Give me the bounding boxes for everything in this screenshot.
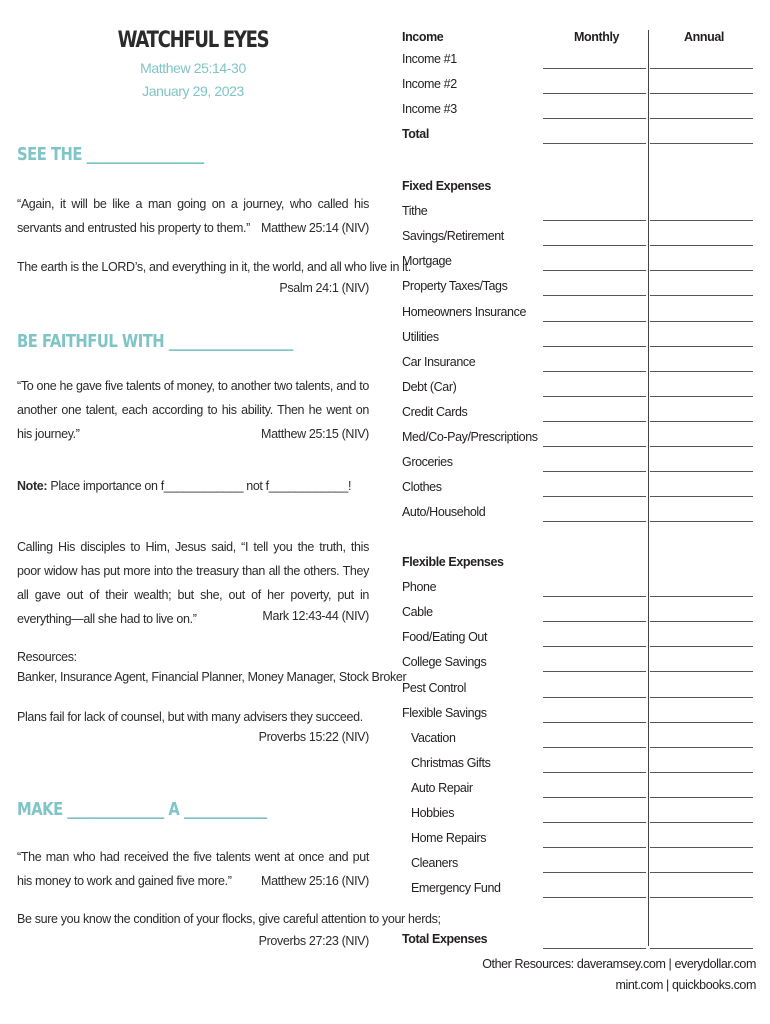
annual-entry-line[interactable] <box>650 245 753 246</box>
annual-entry-line[interactable] <box>650 772 753 773</box>
annual-entry-line[interactable] <box>650 822 753 823</box>
monthly-entry-line[interactable] <box>543 295 646 296</box>
monthly-entry-line[interactable] <box>543 872 646 873</box>
sermon-date: January 29, 2023 <box>142 83 244 99</box>
scripture-reference: Matthew 25:14-30 <box>140 60 246 76</box>
annual-entry-line[interactable] <box>650 697 753 698</box>
annual-entry-line[interactable] <box>650 68 753 69</box>
quote-text: “Again, it will be like a man going on a journey, who called his servants and entrusted his property to them.” <box>17 197 369 235</box>
column-divider <box>648 30 649 946</box>
monthly-entry-line[interactable] <box>543 646 646 647</box>
other-resources: Other Resources: daveramsey.com | everydollar.com <box>482 957 756 971</box>
quote-ref: Matthew 25:15 (NIV) <box>261 427 369 441</box>
section-heading-make: MAKE ______________ A ____________ <box>17 799 267 820</box>
monthly-entry-line[interactable] <box>543 747 646 748</box>
fixed-expense-row: Car Insurance <box>402 354 476 369</box>
monthly-entry-line[interactable] <box>543 897 646 898</box>
flexible-expense-row: College Savings <box>402 655 487 670</box>
monthly-entry-line[interactable] <box>543 220 646 221</box>
quote-text: “To one he gave five talents of money, to another two talents, and to another one talent, each according to his ability. Then he went on his journey.” <box>17 379 369 441</box>
annual-entry-line[interactable] <box>650 722 753 723</box>
total-expenses-row: Total Expenses <box>402 932 488 946</box>
section-heading-faithful: BE FAITHFUL WITH __________________ <box>17 331 293 352</box>
fixed-expenses-heading: Fixed Expenses <box>402 179 491 193</box>
fixed-expense-row: Savings/Retirement <box>402 229 504 244</box>
annual-entry-line[interactable] <box>650 671 753 672</box>
note-text: Place importance on f____________ not f____________! <box>47 479 352 493</box>
quote-proverbs-27-23: Be sure you know the condition of your flocks, give careful attention to your herds; <box>17 912 441 926</box>
quote-proverbs-15-22: Plans fail for lack of counsel, but with many advisers they succeed. <box>17 710 363 724</box>
monthly-entry-line[interactable] <box>543 797 646 798</box>
monthly-entry-line[interactable] <box>543 847 646 848</box>
fixed-expense-row: Debt (Car) <box>402 379 457 394</box>
monthly-entry-line[interactable] <box>543 396 646 397</box>
annual-entry-line[interactable] <box>650 371 753 372</box>
fixed-expense-row: Mortgage <box>402 254 452 269</box>
quote-text: Calling His disciples to Him, Jesus said, “I tell you the truth, this poor widow has put more into the treasury than all the others. They all gave out of their wealth; but she, out of her poverty, put in everything—all she had to live on.” <box>17 540 369 626</box>
income-row: Income #3 <box>402 102 457 117</box>
other-resources-2: mint.com | quickbooks.com <box>615 978 756 992</box>
quote-ref: Psalm 24:1 (NIV) <box>279 281 369 295</box>
income-row: Income #1 <box>402 52 457 66</box>
monthly-entry-line[interactable] <box>543 671 646 672</box>
monthly-entry-line[interactable] <box>543 446 646 447</box>
fixed-expense-row: Tithe <box>402 204 428 219</box>
annual-entry-line[interactable] <box>650 321 753 322</box>
flexible-savings-subrow: Vacation <box>411 730 456 745</box>
flexible-expense-row: Food/Eating Out <box>402 630 488 645</box>
annual-entry-line[interactable] <box>650 948 753 949</box>
fixed-expense-row: Med/Co-Pay/Prescriptions <box>402 430 538 444</box>
fixed-expense-row: Groceries <box>402 455 453 470</box>
monthly-entry-line[interactable] <box>543 118 646 119</box>
quote-text: “The man who had received the five talents went at once and put his money to work and gained five more.” <box>17 850 369 888</box>
flexible-savings-subrow: Auto Repair <box>411 780 473 795</box>
annual-entry-line[interactable] <box>650 621 753 622</box>
annual-entry-line[interactable] <box>650 596 753 597</box>
quote-ref: Proverbs 27:23 (NIV) <box>258 934 369 948</box>
monthly-entry-line[interactable] <box>543 596 646 597</box>
flexible-savings-subrow: Cleaners <box>411 856 458 871</box>
column-annual: Annual <box>684 30 724 44</box>
flexible-expense-row: Flexible Savings <box>402 705 487 720</box>
annual-entry-line[interactable] <box>650 118 753 119</box>
annual-entry-line[interactable] <box>650 446 753 447</box>
annual-entry-line[interactable] <box>650 872 753 873</box>
quote-psalm-24-1: The earth is the LORD’s, and everything in it, the world, and all who live in it. <box>17 260 411 274</box>
annual-entry-line[interactable] <box>650 93 753 94</box>
fixed-expense-row: Clothes <box>402 480 442 495</box>
fixed-expense-row: Auto/Household <box>402 505 486 520</box>
quote-ref: Matthew 25:16 (NIV) <box>261 874 369 888</box>
fixed-expense-row: Homeowners Insurance <box>402 304 527 319</box>
monthly-entry-line[interactable] <box>543 321 646 322</box>
annual-entry-line[interactable] <box>650 270 753 271</box>
annual-entry-line[interactable] <box>650 646 753 647</box>
column-monthly: Monthly <box>574 30 620 44</box>
annual-entry-line[interactable] <box>650 471 753 472</box>
annual-entry-line[interactable] <box>650 346 753 347</box>
monthly-entry-line[interactable] <box>543 371 646 372</box>
monthly-entry-line[interactable] <box>543 421 646 422</box>
annual-entry-line[interactable] <box>650 220 753 221</box>
monthly-entry-line[interactable] <box>543 245 646 246</box>
annual-entry-line[interactable] <box>650 521 753 522</box>
annual-entry-line[interactable] <box>650 143 753 144</box>
annual-entry-line[interactable] <box>650 747 753 748</box>
flexible-expenses-heading: Flexible Expenses <box>402 555 504 569</box>
flexible-savings-subrow: Home Repairs <box>411 831 487 846</box>
monthly-entry-line[interactable] <box>543 496 646 497</box>
monthly-entry-line[interactable] <box>543 346 646 347</box>
fixed-expense-row: Credit Cards <box>402 404 468 419</box>
annual-entry-line[interactable] <box>650 847 753 848</box>
monthly-entry-line[interactable] <box>543 697 646 698</box>
quote-ref: Proverbs 15:22 (NIV) <box>258 730 369 744</box>
monthly-entry-line[interactable] <box>543 521 646 522</box>
note <box>17 479 351 493</box>
budget-worksheet <box>402 0 756 1024</box>
income-row: Income #2 <box>402 77 457 92</box>
resources-label: Resources: <box>17 650 77 664</box>
note-label: Note: <box>17 479 48 493</box>
section-heading-see: SEE THE _________________ <box>17 144 204 165</box>
monthly-entry-line[interactable] <box>543 68 646 69</box>
monthly-entry-line[interactable] <box>543 621 646 622</box>
quote-ref: Mark 12:43-44 (NIV) <box>262 609 369 623</box>
monthly-entry-line[interactable] <box>543 471 646 472</box>
monthly-entry-line[interactable] <box>543 822 646 823</box>
flexible-expense-row: Pest Control <box>402 680 466 695</box>
monthly-entry-line[interactable] <box>543 93 646 94</box>
annual-entry-line[interactable] <box>650 897 753 898</box>
annual-entry-line[interactable] <box>650 396 753 397</box>
income-heading: Income <box>402 30 444 44</box>
quote-matthew-25-16 <box>17 845 369 893</box>
flexible-savings-subrow: Hobbies <box>411 806 455 820</box>
annual-entry-line[interactable] <box>650 421 753 422</box>
monthly-entry-line[interactable] <box>543 270 646 271</box>
resources-list: Banker, Insurance Agent, Financial Planner, Money Manager, Stock Broker <box>17 670 407 684</box>
quote-matthew-25-14 <box>17 192 369 240</box>
income-total-row: Total <box>402 127 429 142</box>
fixed-expense-row: Utilities <box>402 329 439 344</box>
monthly-entry-line[interactable] <box>543 722 646 723</box>
monthly-entry-line[interactable] <box>543 772 646 773</box>
flexible-savings-subrow: Emergency Fund <box>411 881 501 896</box>
annual-entry-line[interactable] <box>650 797 753 798</box>
annual-entry-line[interactable] <box>650 496 753 497</box>
flexible-expense-row: Cable <box>402 605 433 620</box>
quote-ref: Matthew 25:14 (NIV) <box>261 221 369 235</box>
annual-entry-line[interactable] <box>650 295 753 296</box>
page-title: WATCHFUL EYES <box>117 28 269 53</box>
fixed-expense-row: Property Taxes/Tags <box>402 279 508 294</box>
monthly-entry-line[interactable] <box>543 143 646 144</box>
flexible-savings-subrow: Christmas Gifts <box>411 755 491 770</box>
flexible-expense-row: Phone <box>402 580 437 595</box>
monthly-entry-line[interactable] <box>543 948 646 949</box>
